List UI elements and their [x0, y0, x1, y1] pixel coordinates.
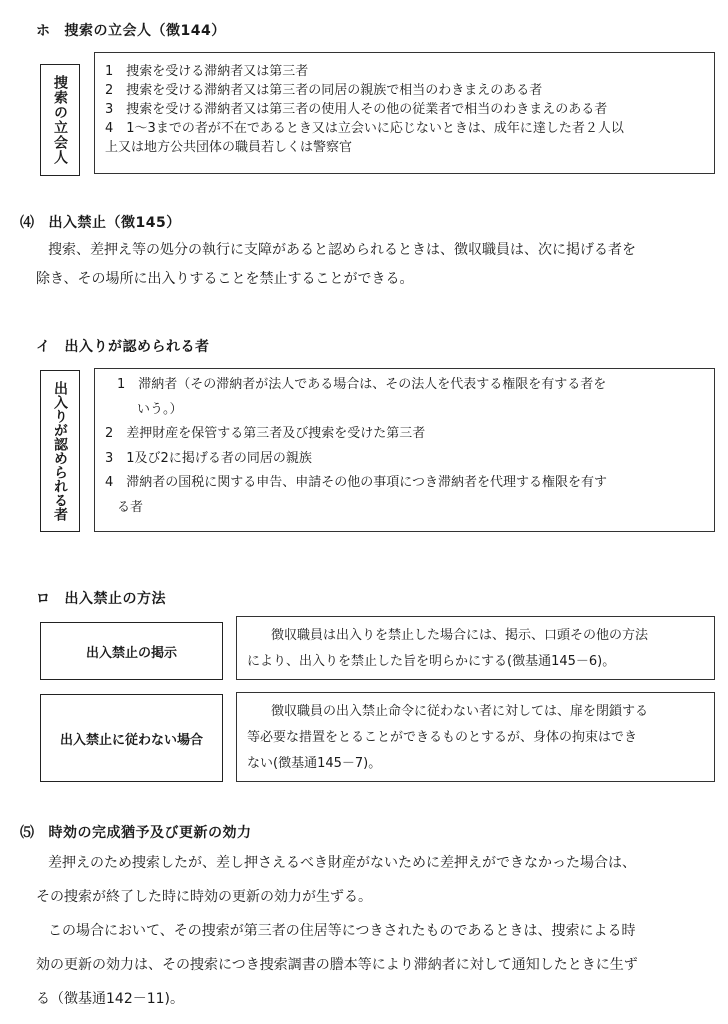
heading-title: 捜索の立会人（徴144）	[64, 23, 226, 39]
list-item: 2 差押財産を保管する第三者及び捜索を受けた第三者	[105, 426, 426, 441]
list-item: る者	[117, 499, 144, 515]
heading-i	[36, 336, 210, 356]
heading-mark: ロ	[36, 591, 51, 607]
list-item: 2 捜索を受ける滞納者又は第三者の同居の親族で相当のわきまえのある者	[105, 83, 543, 98]
heading-ro	[36, 588, 166, 608]
paragraph-line: 効の更新の効力は、その捜索につき捜索調書の謄本等により滞納者に対して通知したときに生ず	[36, 957, 638, 973]
list-item: 3 1及び2に掲げる者の同居の親族	[105, 450, 312, 466]
desc-line: 等必要な措置をとることができるものとするが、身体の拘束はでき	[247, 730, 638, 745]
paragraph-line: この場合において、その捜索が第三者の住居等につきされたものであるときは、捜索による時	[48, 923, 636, 939]
heading-title: 出入禁止の方法	[64, 591, 166, 607]
paragraph-line: その捜索が終了した時に時効の更新の効力が生ずる。	[36, 889, 372, 905]
witness-label: 捜索の立会人	[52, 75, 68, 165]
section-4-paragraph	[36, 236, 636, 294]
desc-line: ない(徴基通145－7)。	[247, 756, 382, 771]
list-item: 1 滞納者（その滞納者が法人である場合は、その法人を代表する権限を有する者を	[117, 377, 607, 392]
list-item: 上又は地方公共団体の職員若しくは警察官	[105, 140, 353, 155]
witness-label-box	[40, 64, 80, 176]
method-label: 出入禁止の掲示	[85, 645, 177, 661]
heading-4	[20, 212, 181, 232]
heading-5	[20, 822, 252, 842]
paragraph-line: 差押えのため捜索したが、差し押さえるべき財産がないために差押えができなかった場合は、	[48, 855, 636, 871]
paragraph-line: 搜索、差押え等の処分の執行に支障があると認められるときは、徴収職員は、次に掲げる者を	[48, 242, 636, 258]
heading-mark: ホ	[36, 23, 51, 39]
section-5-paragraph	[36, 846, 638, 1016]
heading-ho	[36, 20, 226, 40]
permitted-list-box	[94, 368, 715, 532]
desc-line: 徴収職員は出入りを禁止した場合には、掲示、口頭その他の方法	[271, 628, 649, 643]
permitted-label-box	[40, 370, 80, 532]
heading-mark: ⑸	[20, 825, 35, 841]
heading-mark: イ	[36, 339, 51, 355]
heading-title: 出入りが認められる者	[64, 339, 210, 355]
list-item: 1 捜索を受ける滞納者又は第三者	[105, 64, 309, 79]
method-desc-noncompliance	[236, 692, 715, 782]
method-desc-posting	[236, 616, 715, 680]
desc-line: 徴収職員の出入禁止命令に従わない者に対しては、扉を閉鎖する	[271, 704, 649, 719]
method-label: 出入禁止に従わない場合	[59, 732, 203, 748]
heading-title: 時効の完成猶予及び更新の効力	[48, 825, 252, 841]
list-item: 3 捜索を受ける滞納者又は第三者の使用人その他の従業者で相当のわきまえのある者	[105, 102, 608, 117]
list-item: いう。）	[137, 401, 183, 417]
heading-mark: ⑷	[20, 215, 35, 231]
permitted-label: 出入りが認められる者	[52, 381, 68, 521]
witness-list-box	[94, 52, 715, 174]
paragraph-line: 除き、その場所に出入りすることを禁止することができる。	[36, 271, 414, 287]
list-item: 4 1～3までの者が不在であるとき又は立会いに応じないときは、成年に達した者２人以	[105, 121, 624, 136]
heading-title: 出入禁止（徴145）	[48, 215, 181, 231]
desc-line: により、出入りを禁止した旨を明らかにする(徴基通145－6)。	[247, 654, 616, 669]
method-label-noncompliance	[40, 694, 223, 782]
list-item: 4 滞納者の国税に関する申告、申請その他の事項につき滞納者を代理する権限を有す	[105, 475, 608, 490]
paragraph-line: る（徴基通142－11)。	[36, 991, 184, 1007]
method-label-posting	[40, 622, 223, 680]
